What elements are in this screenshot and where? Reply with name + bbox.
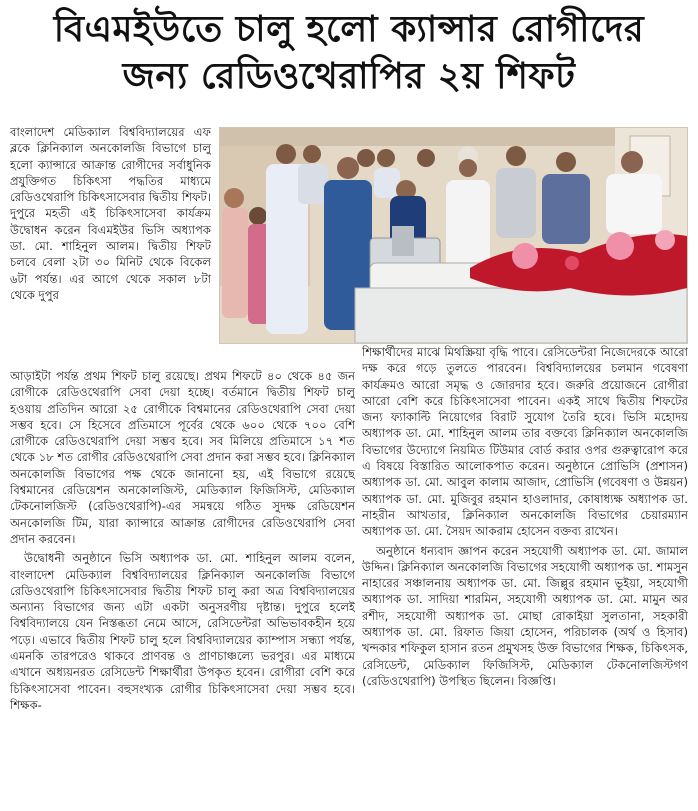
article-paragraph-4: শিক্ষার্থীদের মাঝে মিথস্ক্রিয়া বৃদ্ধি পাবে। রেসিডেন্টরা নিজেদেরকে আরো দক্ষ করে গড়ে তুলতে পারবেন। বিশ্ববিদ্যালয়ের চলমান গবেষণা কার্যক্রমও আরো সমৃদ্ধ ও জোরদার হবে। জরুরি প্রয়োজনে রোগীরা আরো বেশি করে চিকিৎসাসেবা পাবেন। একই সাথে দ্বিতীয় শিফটের জন্য ফ্যাকাল্টি নিয়োগের বিরাট সুযোগ তৈরি হবে। ভিসি মহোদয় অধ্যাপক ডা. মো. শাহিনুল আলম তার বক্তব্যে ক্লিনিক্যাল অনকোলজি বিভাগের উদ্যোগে নিয়মিত টিউমার বোর্ড করার ওপর গুরুত্বারোপ করে এ বিষয়ে বিস্তারিত আলোকপাত করেন। অনুষ্ঠানে প্রোভিসি (প্রশাসন) অধ্যাপক ডা. মো. আবুল কালাম আজাদ, প্রোভিসি (গবেষণা ও উন্নয়ন) অধ্যাপক ডা. মো. মুজিবুর রহমান হাওলাদার, কোষাধ্যক্ষ অধ্যাপক ডা. নাহরীন আখতার, ক্লিনিক্যাল অনকোলজি বিভাগের চেয়ারম্যান অধ্যাপক ডা. মো. সৈয়দ আকরাম হোসেন বক্তব্য রাখেন। bbox=[362, 345, 688, 539]
article-paragraph-2: আড়াইটা পর্যন্ত প্রথম শিফট চালু রয়েছে। প্রথম শিফটে ৪০ থেকে ৪৫ জন রোগীকে রেডিওথেরাপি সেবা দেয়া হচ্ছে। বর্তমানে দ্বিতীয় শিফট চালু হওয়ায় প্রতিদিন আরো ২৫ রোগীকে বিশ্বমানের রেডিওথেরাপি সেবা দেয়া সম্ভব হবে। সে হিসেবে প্রতিমাসে পূর্বের থেকে ৬০০ থেকে ৭০০ বেশি রোগীকে রেডিওথেরাপি দেয়া সম্ভব হবে। সব মিলিয়ে প্রতিমাসে ১৭ শত থেকে ১৮ শত রোগীর রেডিওথেরাপি সেবা প্রদান করা সম্ভব হবে। ক্লিনিক্যাল অনকোলজি বিভাগের পক্ষ থেকে জানানো হয়, এই বিভাগে রয়েছে বিশ্বমানের রেডিয়েশন অনকোলজিস্ট, মেডিক্যাল ফিজিসিস্ট, মেডিক্যাল টেকনোলজিস্ট (রেডিওথেরাপি)-এর সমন্বয়ে গঠিত সুদক্ষ রেডিয়েশন অনকোলজি টিম, যারা ক্যান্সারে আক্রান্ত রোগীদের রেডিওথেরাপি সেবা প্রদান করবেন। bbox=[10, 369, 355, 546]
article-paragraph-5: অনুষ্ঠানে ধন্যবাদ জ্ঞাপন করেন সহযোগী অধ্যাপক ডা. মো. জামাল উদ্দিন। ক্লিনিক্যাল অনকোলজি বিভাগের সহযোগী অধ্যাপক ডা. শামসুন নাহারের সঞ্চালনায় অধ্যাপক ডা. মো. জিল্লুর রহমান ভূইয়া, সহযোগী অধ্যাপক ডা. সাদিয়া শারমিন, সহযোগী অধ্যাপক ডা. মো. মামুন অর রশীদ, সহযোগী অধ্যাপক ডা. মোছা রোকাইয়া সুলতানা, সহকারী অধ্যাপক ডা. মো. রিফাত জিয়া হোসেন, পরিচালক (অর্থ ও হিসাব) খন্দকার শফিকুল হাসান রতন প্রমুখসহ উক্ত বিভাগের শিক্ষক, চিকিৎসক, রেসিডেন্ট, মেডিক্যাল ফিজিসিস্ট, মেডিক্যাল টেকনোলজিস্টগণ (রেডিওথেরাপি) উপস্থিত ছিলেন। বিজ্ঞপ্তি। bbox=[362, 543, 688, 688]
article-column-right bbox=[362, 344, 688, 804]
headline-line-1: বিএমইউতে চালু হলো ক্যান্সার রোগীদের bbox=[53, 8, 645, 50]
article-paragraph-3: উদ্বোধনী অনুষ্ঠানে ভিসি অধ্যাপক ডা. মো. শাহিনুল আলম বলেন, বাংলাদেশ মেডিক্যাল বিশ্ববিদ্যালয়ের ক্লিনিক্যাল অনকোলজি বিভাগে রেডিওথেরাপি চিকিৎসাসেবার দ্বিতীয় শিফট চালু করা অত্র বিশ্ববিদ্যালয়ের অন্যান্য বিভাগের জন্য এটা একটা অনুসরণীয় দৃষ্টান্ত। দুপুরে হলেই বিশ্ববিদ্যালয়ে যেন নিস্তব্ধতা নেমে আসে, রেসিডেন্টরা অভিভাবকহীন হয়ে পড়ে। এভাবে দ্বিতীয় শিফট চালু হলে বিশ্ববিদ্যালয়ের ক্যাম্পাস সন্ধ্যা পর্যন্ত, এমনকি তারপরেও থাকবে প্রাণবন্ত ও প্রাণচাঞ্চল্যে ভরপুর। এর মাধ্যমে এখানে অধ্যয়নরত রেসিডেন্ট শিক্ষার্থীরা উপকৃত হবেন। রোগীরা বেশি করে চিকিৎসাসেবা পাবেন। বহুসংখ্যক রোগীর চিকিৎসাসেবা দেয়া সম্ভব হবে। শিক্ষক- bbox=[10, 551, 355, 712]
headline-line-2: জন্য রেডিওথেরাপির ২য় শিফট bbox=[122, 55, 576, 97]
article-column-left-top bbox=[10, 124, 211, 370]
event-photo bbox=[219, 127, 688, 344]
article-column-left bbox=[10, 368, 355, 808]
event-photo-illustration bbox=[220, 128, 687, 343]
headline bbox=[10, 6, 688, 100]
article-paragraph-intro: বাংলাদেশ মেডিক্যাল বিশ্ববিদ্যালয়ের এফ ব্লকে ক্লিনিক্যাল অনকোলজি বিভাগে চালু হলো ক্যান্সারে আক্রান্ত রোগীদের সর্বাধুনিক প্রযুক্তিগত চিকিৎসা পদ্ধতির মাধ্যমে রেডিওথেরাপি চিকিৎসাসেবার দ্বিতীয় শিফট। দুপুরে মহতী এই চিকিৎসাসেবা কার্যক্রম উদ্বোধন করেন বিএমইউর ভিসি অধ্যাপক ডা. মো. শাহিনুল আলম। দ্বিতীয় শিফট চলবে বেলা ২টা ৩০ মিনিট থেকে বিকেল ৬টা পর্যন্ত। এর আগে থেকে সকাল ৮টা থেকে দুপুর bbox=[10, 125, 211, 302]
